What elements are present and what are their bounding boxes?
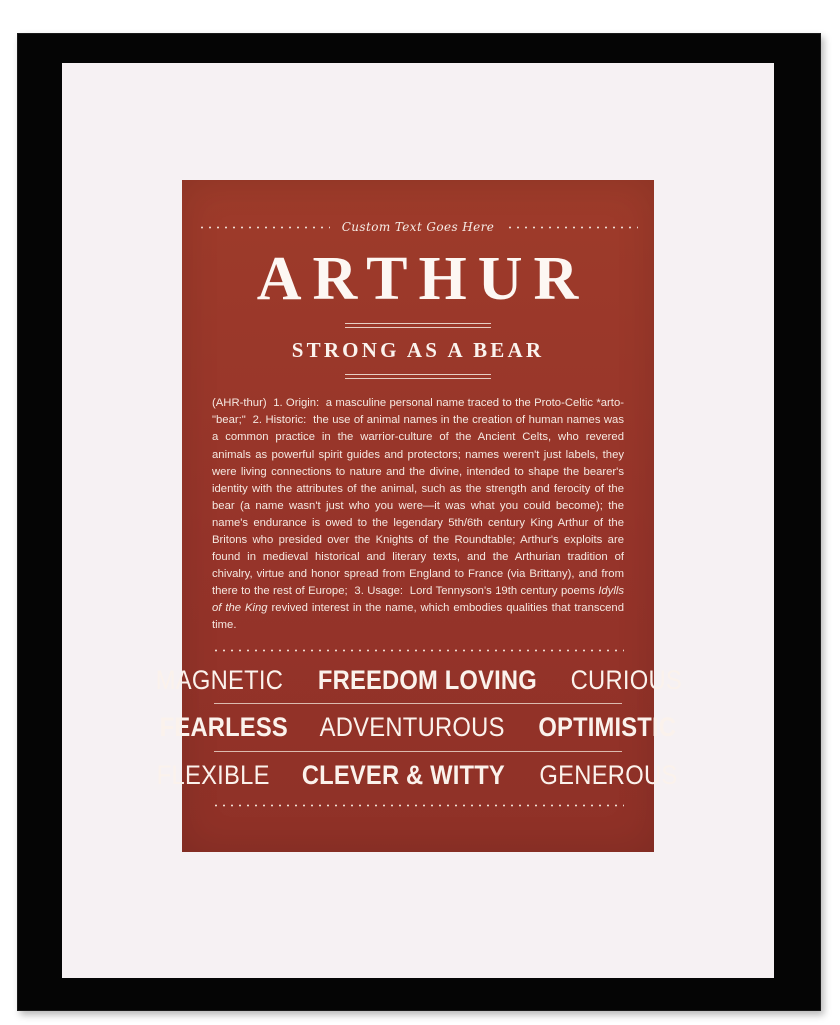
picture-frame	[17, 33, 821, 1011]
name-title: ARTHUR	[256, 245, 590, 313]
trait-word: GENEROUS	[539, 759, 678, 790]
trait-row	[159, 709, 676, 746]
dotted-divider-bottom-icon	[212, 804, 624, 807]
traits-block	[155, 662, 682, 794]
trait-word: OPTIMISTIC	[538, 712, 676, 743]
top-ornament-row	[210, 220, 626, 234]
trait-word: FLEXIBLE	[156, 759, 270, 790]
dotted-divider-top-icon	[212, 649, 624, 652]
frame-mat	[62, 63, 774, 978]
trait-word: FEARLESS	[159, 712, 288, 743]
name-meaning: STRONG AS A BEAR	[291, 338, 545, 363]
double-rule-above-meaning	[210, 323, 626, 328]
custom-text: Custom Text Goes Here	[341, 220, 495, 234]
trait-row	[155, 662, 682, 699]
trait-row	[156, 757, 678, 794]
trait-separator-icon	[214, 703, 622, 704]
trait-word: CURIOUS	[570, 664, 682, 695]
trait-word: ADVENTUROUS	[320, 712, 506, 743]
dotted-line-right-icon	[506, 226, 638, 229]
dotted-line-left-icon	[198, 226, 330, 229]
trait-separator-icon	[214, 751, 622, 752]
double-rule-below-meaning	[210, 374, 626, 379]
trait-word: MAGNETIC	[155, 664, 284, 695]
trait-word: FREEDOM LOVING	[317, 664, 537, 695]
double-rule-icon	[345, 374, 491, 379]
trait-word: CLEVER & WITTY	[302, 759, 506, 790]
definition-text: (AHR-thur) 1. Origin: a masculine personal name traced to the Proto-Celtic *arto- "bear;" 2. Historic: the use of animal names in the creation of human names was a common practice in the warrior-culture of the Ancient Celts, who revered animals as powerful spirit guides and protectors; names weren't just labels, they were living connections to nature and the divine, intended to shape the bearer's identity with the attributes of the animal, such as the strength and ferocity of the bear (a name wasn't just who you were—it was what you could become); the name's endurance is owed to the legendary 5th/6th century King Arthur of the Britons who presided over the Knights of the Roundtable; Arthur's exploits are found in medieval historical and literary texts, and the Arthurian tradition of chivalry, virtue and honor spread from England to France (via Brittany), and from there to the rest of Europe; 3. Usage: Lord Tennyson's 19th century poems Idylls of the King revived interest in the name, which embodies qualities that transcend time.	[212, 397, 624, 632]
art-print	[155, 180, 682, 852]
double-rule-icon	[345, 323, 491, 328]
